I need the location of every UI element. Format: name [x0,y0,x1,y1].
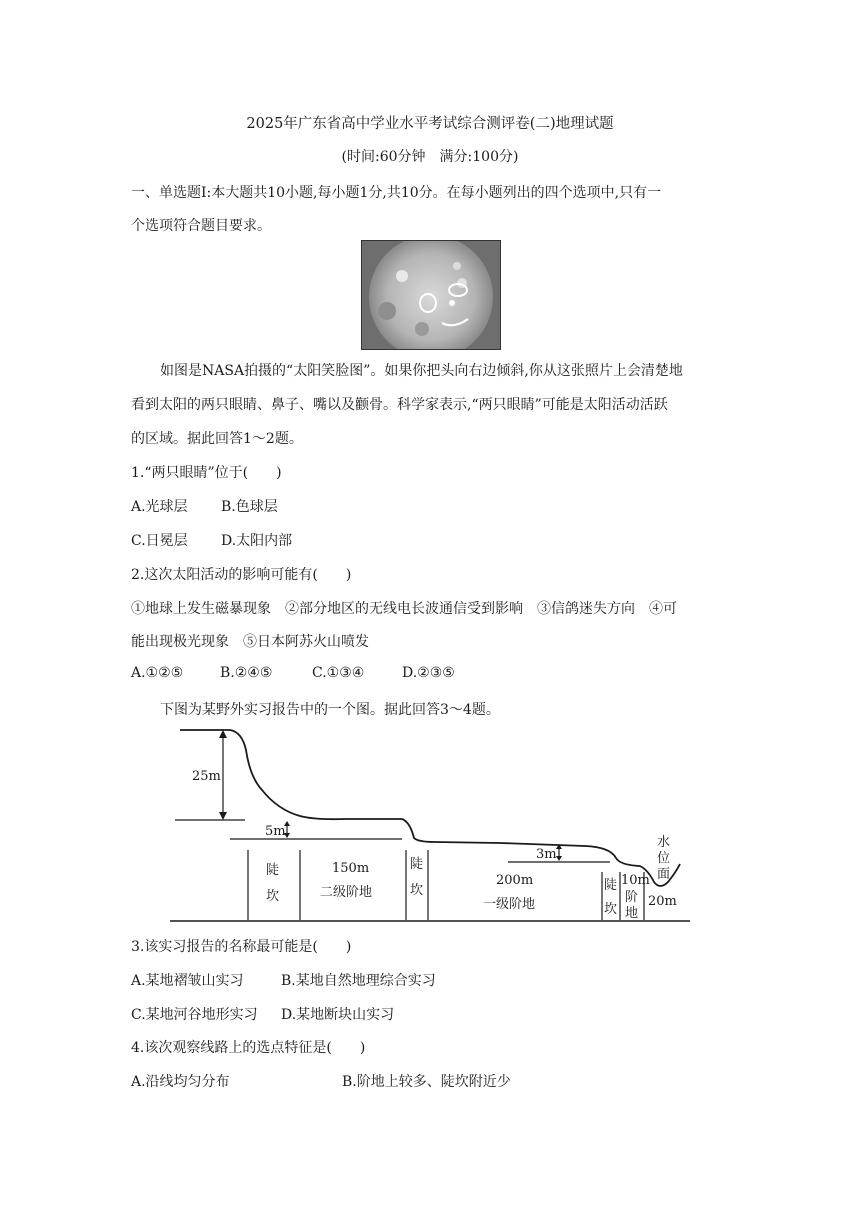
label-steep-3a: 陡 [604,878,618,893]
passage2: 下图为某野外实习报告中的一个图。据此回答3～4题。 [160,702,500,718]
label-water-c: 面 [657,867,671,882]
q2-statements-line2: 能出现极光现象 ⑤日本阿苏火山喷发 [131,634,369,650]
q4-option-b: B.阶地上较多、陡坎附近少 [342,1074,511,1090]
label-3m: 3m [536,847,557,862]
q1-stem: 1.“两只眼睛”位于( ) [131,465,282,481]
q3-option-c: C.某地河谷地形实习 [131,1007,258,1023]
label-steep-1b: 坎 [266,889,280,904]
q3-stem: 3.该实习报告的名称最可能是( ) [131,939,352,955]
label-150m: 150m [332,861,370,876]
label-10m: 10m [621,873,650,888]
sun-icon [362,241,500,349]
exam-subtitle: (时间:60分钟 满分:100分) [341,149,519,165]
q2-statements-line1: ①地球上发生磁暴现象 ②部分地区的无线电长波通信受到影响 ③信鸽迷失方向 ④可 [131,601,677,617]
label-water-b: 位 [657,851,671,866]
q1-option-c: C.日冕层 [131,533,188,549]
label-steep-1a: 陡 [266,863,280,878]
q3-option-a: A.某地褶皱山实习 [131,973,244,989]
q1-option-d: D.太阳内部 [221,533,293,549]
label-terrace-small-b: 地 [625,906,639,921]
q2-option-b: B.②④⑤ [220,665,273,681]
label-water-a: 水 [657,835,671,850]
q2-option-c: C.①③④ [312,665,365,681]
section-heading-line1: 一、单选题Ⅰ:本大题共10小题,每小题1分,共10分。在每小题列出的四个选项中,只有一 [131,185,662,201]
label-terrace2: 二级阶地 [320,885,373,900]
passage1-line1: 如图是NASA拍摄的“太阳笑脸图”。如果你把头向右边倾斜,你从这张照片上会清楚地 [160,363,683,379]
q1-option-b: B.色球层 [221,499,278,515]
exam-title: 2025年广东省高中学业水平考试综合测评卷(二)地理试题 [246,116,614,132]
passage1-line2: 看到太阳的两只眼睛、鼻子、嘴以及颧骨。科学家表示,“两只眼睛”可能是太阳活动活跃 [131,397,668,413]
label-steep-2b: 坎 [410,883,424,898]
label-terrace1: 一级阶地 [483,897,536,912]
sun-smiley-photo [361,240,501,350]
label-20m: 20m [648,894,677,909]
label-200m: 200m [496,873,534,888]
q2-stem: 2.这次太阳活动的影响可能有( ) [131,567,352,583]
q2-option-a: A.①②⑤ [131,665,184,681]
q3-option-b: B.某地自然地理综合实习 [281,973,436,989]
river-terrace-diagram [170,722,690,927]
q4-stem: 4.该次观察线路上的选点特征是( ) [131,1040,366,1056]
q2-option-d: D.②③⑤ [402,665,455,681]
q1-option-a: A.光球层 [131,499,188,515]
section-heading-line2: 个选项符合题目要求。 [131,218,271,234]
q4-option-a: A.沿线均匀分布 [131,1074,230,1090]
label-steep-3b: 坎 [604,902,618,917]
label-terrace-small-a: 阶 [625,890,639,905]
label-25m: 25m [192,769,221,784]
label-5m: 5m [265,824,286,839]
label-steep-2a: 陡 [410,857,424,872]
q3-option-d: D.某地断块山实习 [281,1007,395,1023]
passage1-line3: 的区域。据此回答1～2题。 [131,431,303,447]
